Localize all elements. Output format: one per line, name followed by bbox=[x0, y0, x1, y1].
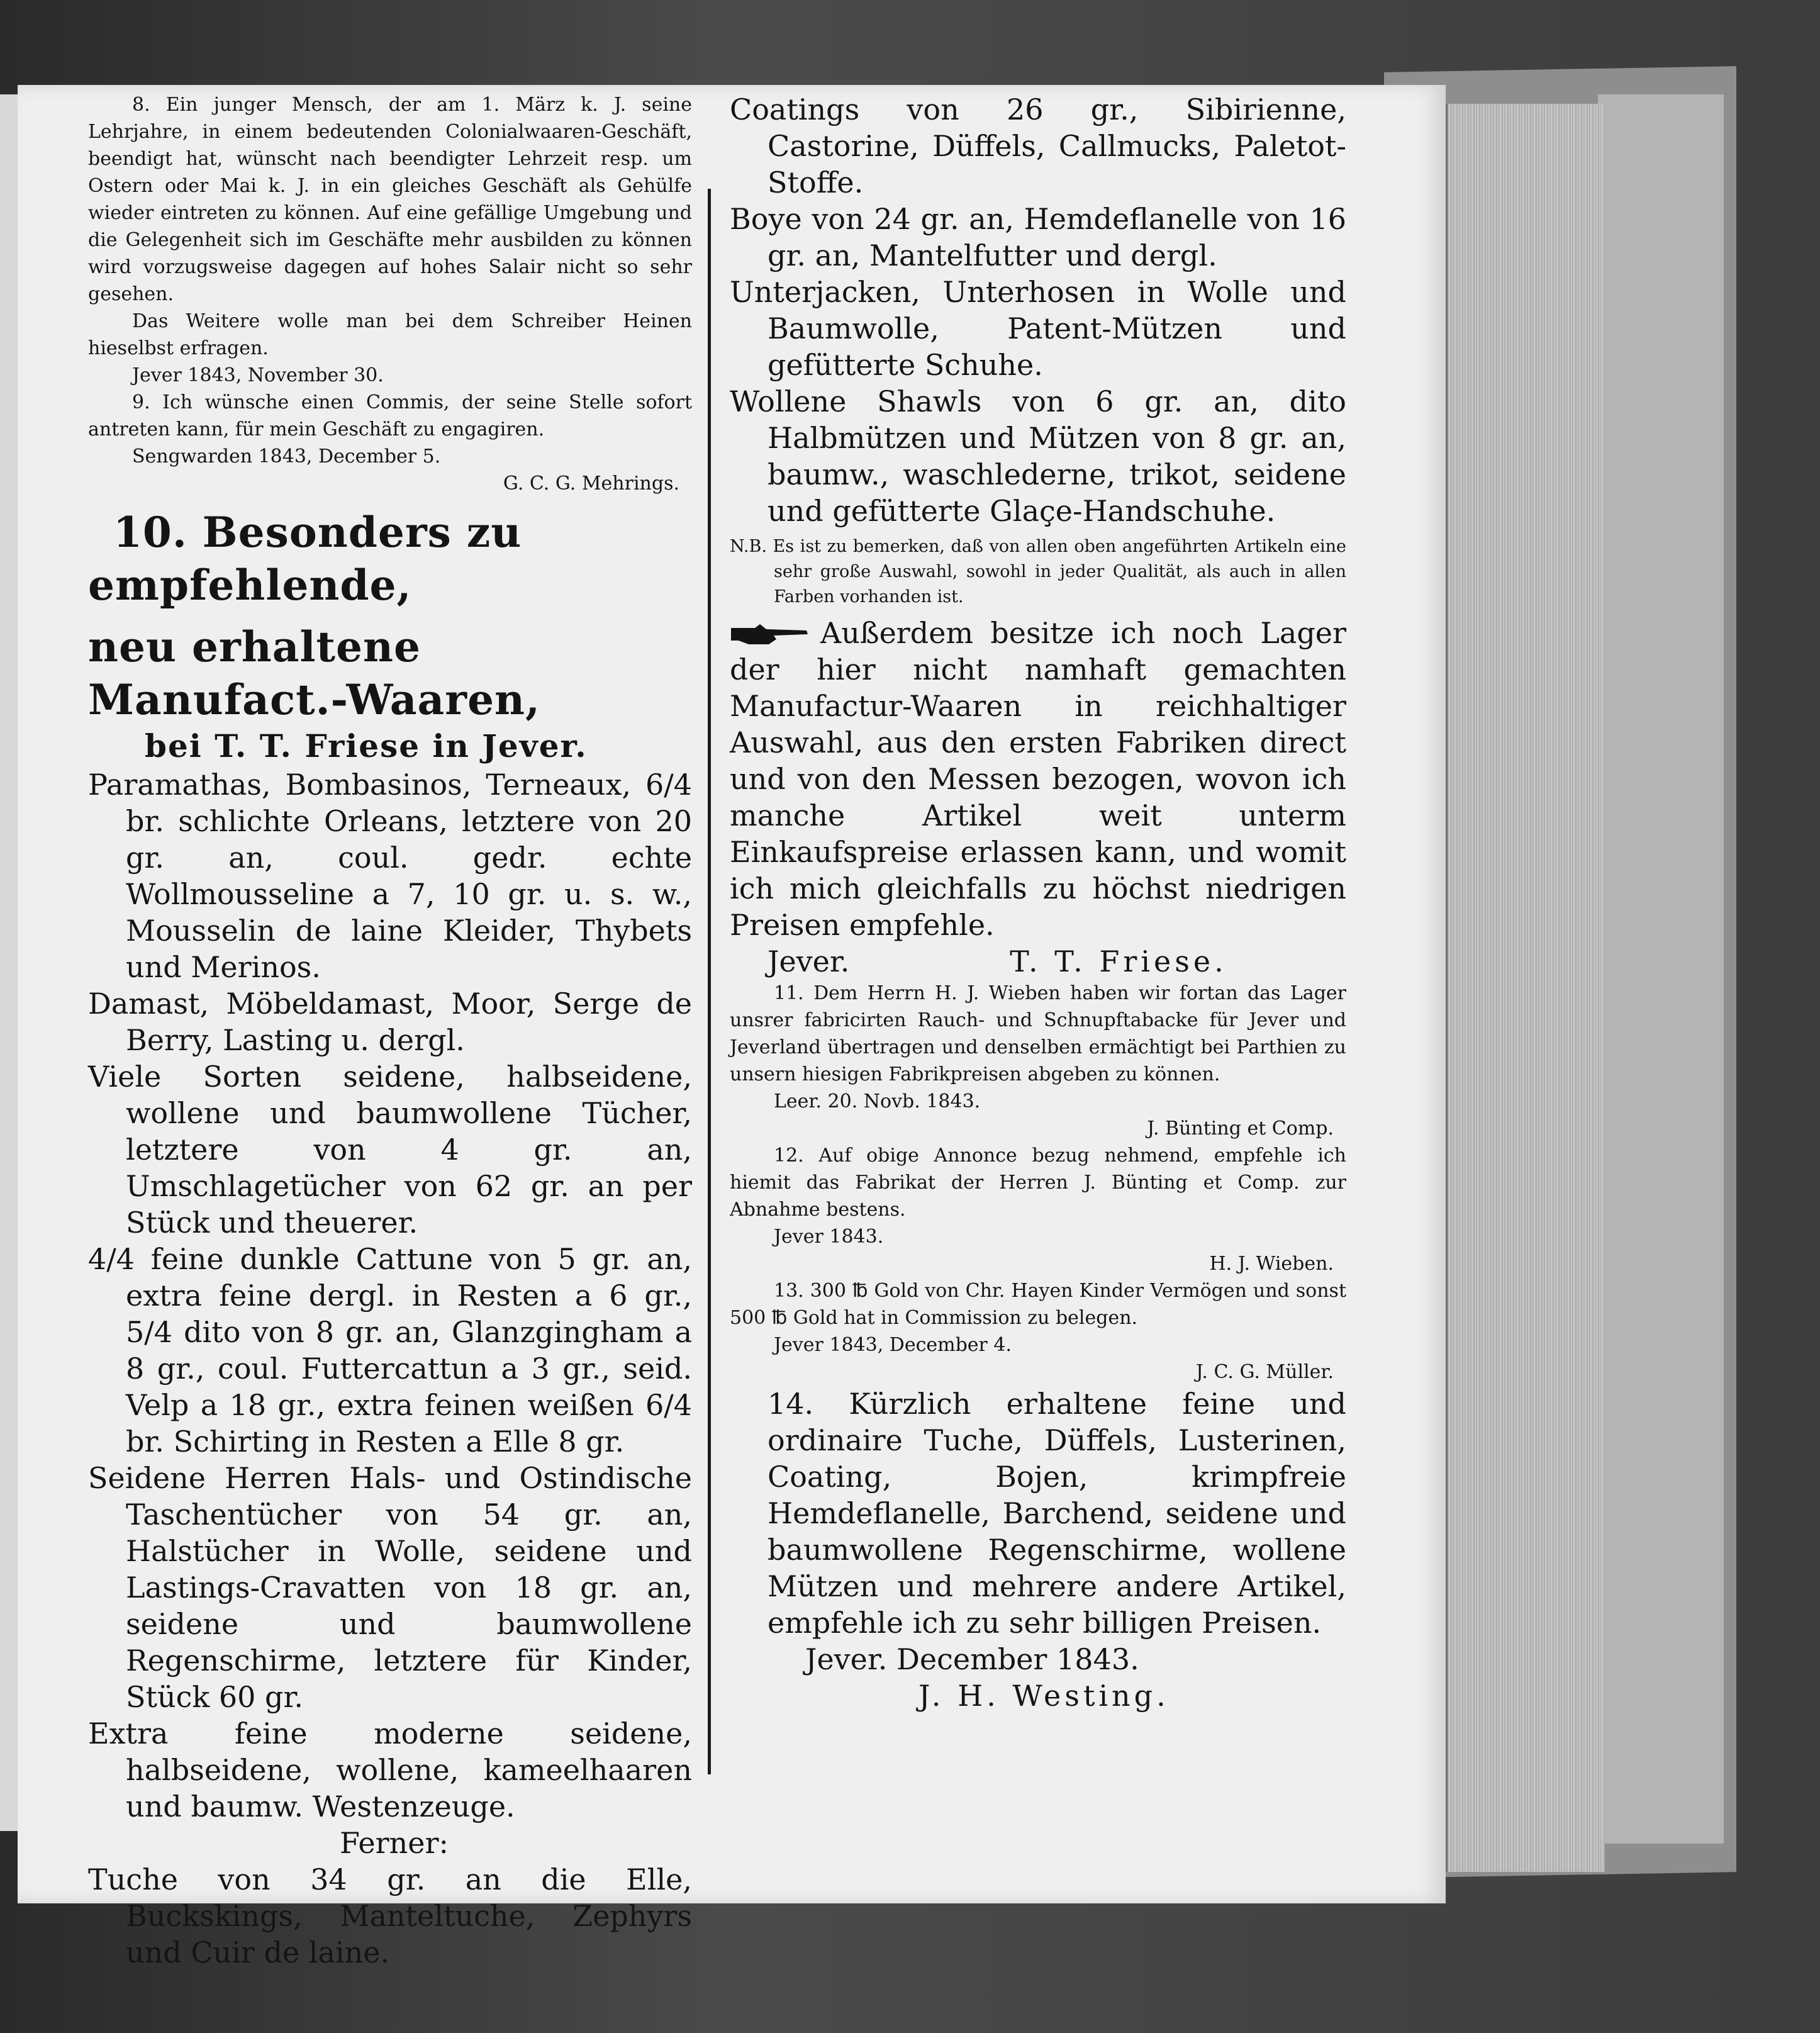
advertisement-10 bbox=[88, 506, 692, 1971]
book-cover-edge bbox=[1598, 94, 1724, 1844]
ad10-heading-line-1: 10. Besonders zu empfehlende, bbox=[88, 508, 522, 610]
ad11-text: 11. Dem Herrn H. J. Wieben haben wir fortan das Lager unsrer fabricirten Rauch- und Schnupftabacke für Jever und Jeverland übertragen und denselben ermächtigt bei Parthien zu unsern hiesigen Fabrikpreisen abgeben zu können. bbox=[730, 982, 1346, 1085]
ad10-subheading: bei T. T. Friese in Jever. bbox=[145, 727, 588, 764]
previous-page-edge bbox=[0, 94, 19, 1831]
column-rule bbox=[708, 189, 711, 1774]
right-column bbox=[730, 91, 1346, 1714]
ad10-paragraph-2: Damast, Möbeldamast, Moor, Serge de Berry, Lasting u. dergl. bbox=[88, 987, 692, 1057]
ad10-heading-line-2: neu erhaltene Manufact.-Waaren, bbox=[88, 622, 541, 724]
ad10-paragraph-4: 4/4 feine dunkle Cattune von 5 gr. an, extra feine dergl. in Resten a 6 gr., 5/4 dito von 8 gr. an, Glanzgingham a 8 gr., coul. Futtercattun a 3 gr., seid. Velp a 18 gr., extra feinen weißen 6/4 br. Schirting in Resten a Elle 8 gr. bbox=[88, 1242, 692, 1459]
pointing-hand-icon bbox=[730, 623, 812, 648]
ad10-paragraph-11: Wollene Shawls von 6 gr. an, dito Halbmützen und Mützen von 8 gr. an, baumw., waschlederne, trikot, seidene und gefütterte Glaçe-Handschuhe. bbox=[730, 384, 1346, 528]
ad13-place-date: Jever 1843, December 4. bbox=[774, 1334, 1012, 1356]
ad9-signature: G. C. G. Mehrings. bbox=[503, 473, 679, 495]
ad8-text: 8. Ein junger Mensch, der am 1. März k. J. seine Lehrjahre, in einem bedeutenden Colonialwaaren-Geschäft, beendigt hat, wünscht nach beendigter Lehrzeit resp. um Ostern oder Mai k. J. in ein gleiches Geschäft als Gehülfe wieder eintreten zu können. Auf eine gefällige Umgebung und die Gelegenheit sich im Geschäfte mehr ausbilden zu können wird vorzugsweise dagegen auf hohes Salair nicht so sehr gesehen. bbox=[88, 94, 692, 305]
ad10-place: Jever. bbox=[768, 944, 850, 978]
ad11-place-date: Leer. 20. Novb. 1843. bbox=[774, 1090, 981, 1112]
advertisement-11 bbox=[730, 980, 1346, 1142]
ad10-paragraph-8: Coatings von 26 gr., Sibirienne, Castorine, Düffels, Callmucks, Paletot-Stoffe. bbox=[730, 92, 1346, 199]
ad10-paragraph-5: Seidene Herren Hals- und Ostindische Taschentücher von 54 gr. an, Halstücher in Wolle, seidene und Lastings-Cravatten von 18 gr. an, seidene und baumwollene Regenschirme, letztere für Kinder, Stück 60 gr. bbox=[88, 1461, 692, 1714]
ad9-place-date: Sengwarden 1843, December 5. bbox=[132, 445, 441, 468]
ad10-paragraph-10: Unterjacken, Unterhosen in Wolle und Baumwolle, Patent-Mützen und gefütterte Schuhe. bbox=[730, 275, 1346, 382]
ad10-paragraph-7: Tuche von 34 gr. an die Elle, Buckskings, Manteltuche, Zephyrs und Cuir de laine. bbox=[88, 1862, 692, 1969]
ad10-paragraph-12 bbox=[730, 615, 1346, 943]
advertisement-14 bbox=[730, 1386, 1346, 1714]
ad12-signature: H. J. Wieben. bbox=[1209, 1253, 1334, 1275]
ad12-place-date: Jever 1843. bbox=[774, 1226, 884, 1248]
ad8-more: Das Weitere wolle man bei dem Schreiber Heinen hieselbst erfragen. bbox=[88, 310, 692, 359]
ad10-paragraph-1: Paramathas, Bombasinos, Terneaux, 6/4 br. schlichte Orleans, letztere von 20 gr. an, coul. gedr. echte Wollmousseline a 7, 10 gr. u. s. w., Mousselin de laine Kleider, Thybets und Merinos. bbox=[88, 768, 692, 984]
advertisement-10-continued bbox=[730, 91, 1346, 980]
ad8-place-date: Jever 1843, November 30. bbox=[132, 364, 384, 386]
left-column bbox=[88, 91, 692, 1971]
ad10-closing bbox=[730, 943, 1346, 980]
ad10-paragraph-12-text: Außerdem besitze ich noch Lager der hier nicht namhaft gemachten Manufactur-Waaren in reichhaltiger Auswahl, aus den ersten Fabriken direct und von den Messen bezogen, wovon ich manche Artikel weit unterm Einkaufspreise erlassen kann, und womit ich mich gleichfalls zu höchst niedrigen Preisen empfehle. bbox=[730, 616, 1346, 942]
ad9-text: 9. Ich wünsche einen Commis, der seine Stelle sofort antreten kann, für mein Geschäft zu engagiren. bbox=[88, 391, 692, 440]
advertisement-12 bbox=[730, 1142, 1346, 1277]
advertisement-13 bbox=[730, 1277, 1346, 1386]
ad10-nota-bene: N.B. Es ist zu bemerken, daß von allen oben angeführten Artikeln eine sehr große Auswahl, sowohl in jeder Qualität, als auch in allen Farben vorhanden ist. bbox=[730, 537, 1346, 607]
ad14-text: 14. Kürzlich erhaltene feine und ordinaire Tuche, Düffels, Lusterinen, Coating, Bojen, krimpfreie Hemdeflanelle, Barchend, seidene und baumwollene Regenschirme, wollene Mützen und mehrere andere Artikel, empfehle ich zu sehr billigen Preisen. bbox=[768, 1387, 1346, 1640]
ad10-paragraph-6: Extra feine moderne seidene, halbseidene, wollene, kameelhaaren und baumw. Westenzeuge. bbox=[88, 1717, 692, 1823]
advertisement-9 bbox=[88, 389, 692, 497]
ad14-place-date: Jever. December 1843. bbox=[805, 1642, 1139, 1676]
advertisement-8 bbox=[88, 91, 692, 389]
ad10-signature: T. T. Friese. bbox=[1010, 944, 1227, 978]
ad13-signature: J. C. G. Müller. bbox=[1195, 1361, 1334, 1383]
ad13-text: 13. 300 ℔ Gold von Chr. Hayen Kinder Vermögen und sonst 500 ℔ Gold hat in Commission zu belegen. bbox=[730, 1280, 1346, 1329]
ad12-text: 12. Auf obige Annonce bezug nehmend, empfehle ich hiemit das Fabrikat der Herren J. Bünting et Comp. zur Abnahme bestens. bbox=[730, 1145, 1346, 1221]
ad10-paragraph-3: Viele Sorten seidene, halbseidene, wollene und baumwollene Tücher, letztere von 4 gr. an, Umschlagetücher von 62 gr. an per Stück und theuerer. bbox=[88, 1060, 692, 1240]
ad11-signature: J. Bünting et Comp. bbox=[1147, 1117, 1334, 1140]
page-stack-edge bbox=[1446, 104, 1605, 1872]
ad14-signature: J. H. Westing. bbox=[918, 1679, 1170, 1713]
ad10-ferner: Ferner: bbox=[340, 1826, 449, 1860]
ad10-paragraph-9: Boye von 24 gr. an, Hemdeflanelle von 16 gr. an, Mantelfutter und dergl. bbox=[730, 202, 1346, 272]
